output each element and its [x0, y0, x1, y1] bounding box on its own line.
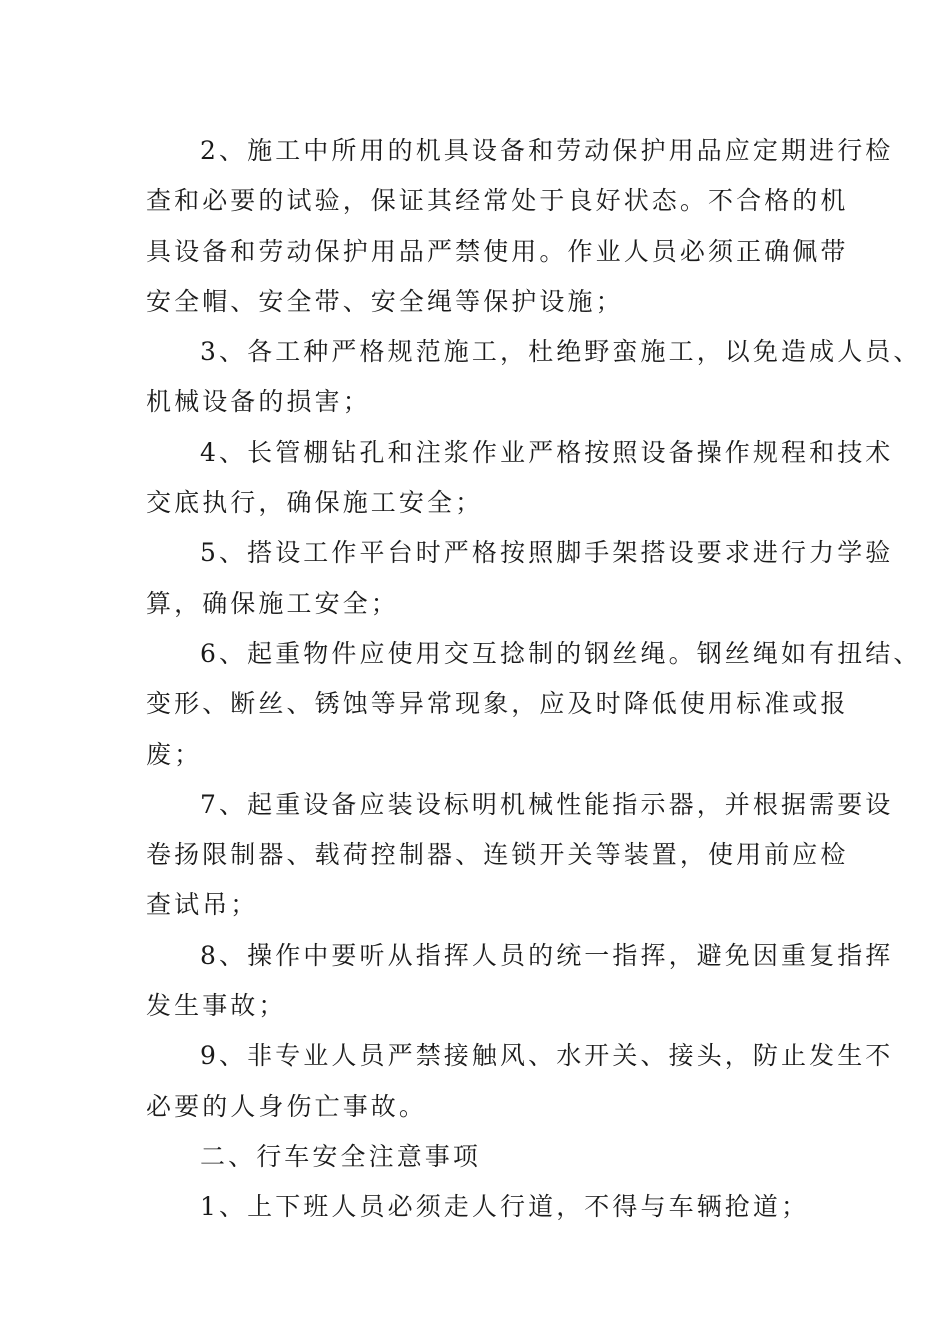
paragraph-item-4 — [146, 428, 894, 529]
paragraph-item-1 — [146, 1182, 826, 1232]
paragraph-item-7 — [146, 780, 894, 931]
document-body — [146, 126, 922, 1233]
text-line: 3、各工种严格规范施工，杜绝野蛮施工，以免造成人员、 — [200, 337, 922, 367]
text-line: 机械设备的损害； — [146, 387, 371, 417]
paragraph-item-3 — [146, 327, 922, 428]
section-heading — [146, 1132, 826, 1182]
text-line: 变形、断丝、锈蚀等异常现象，应及时降低使用标准或报 — [146, 689, 849, 719]
text-line: 发生事故； — [146, 991, 287, 1021]
text-line: 7、起重设备应装设标明机械性能指示器，并根据需要设 — [200, 789, 894, 819]
text-line: 算，确保施工安全； — [146, 588, 399, 618]
text-line: 查和必要的试验，保证其经常处于良好状态。不合格的机 — [146, 186, 849, 216]
paragraph-item-5 — [146, 528, 894, 629]
text-line: 5、搭设工作平台时严格按照脚手架搭设要求进行力学验 — [200, 538, 894, 568]
text-line: 安全帽、安全带、安全绳等保护设施； — [146, 286, 624, 316]
text-line: 具设备和劳动保护用品严禁使用。作业人员必须正确佩带 — [146, 236, 849, 266]
paragraph-item-8 — [146, 931, 894, 1032]
text-line: 6、起重物件应使用交互捻制的钢丝绳。钢丝绳如有扭结、 — [200, 638, 922, 668]
text-line: 交底执行，确保施工安全； — [146, 488, 484, 518]
paragraph-item-6 — [146, 629, 922, 780]
paragraph-item-2 — [146, 126, 894, 327]
text-line: 1、上下班人员必须走人行道，不得与车辆抢道； — [200, 1192, 810, 1222]
text-line: 2、施工中所用的机具设备和劳动保护用品应定期进行检 — [200, 136, 894, 165]
text-line: 4、长管棚钻孔和注浆作业严格按照设备操作规程和技术 — [200, 437, 894, 467]
heading-line: 二、行车安全注意事项 — [200, 1141, 482, 1171]
text-line: 9、非专业人员严禁接触风、水开关、接头，防止发生不 — [200, 1041, 894, 1071]
text-line: 卷扬限制器、载荷控制器、连锁开关等装置，使用前应检 — [146, 840, 849, 870]
paragraph-item-9 — [146, 1031, 894, 1132]
text-line: 必要的人身伤亡事故。 — [146, 1091, 428, 1121]
text-line: 废； — [146, 739, 203, 769]
text-line: 8、操作中要听从指挥人员的统一指挥，避免因重复指挥 — [200, 940, 894, 970]
text-line: 查试吊； — [146, 890, 259, 920]
